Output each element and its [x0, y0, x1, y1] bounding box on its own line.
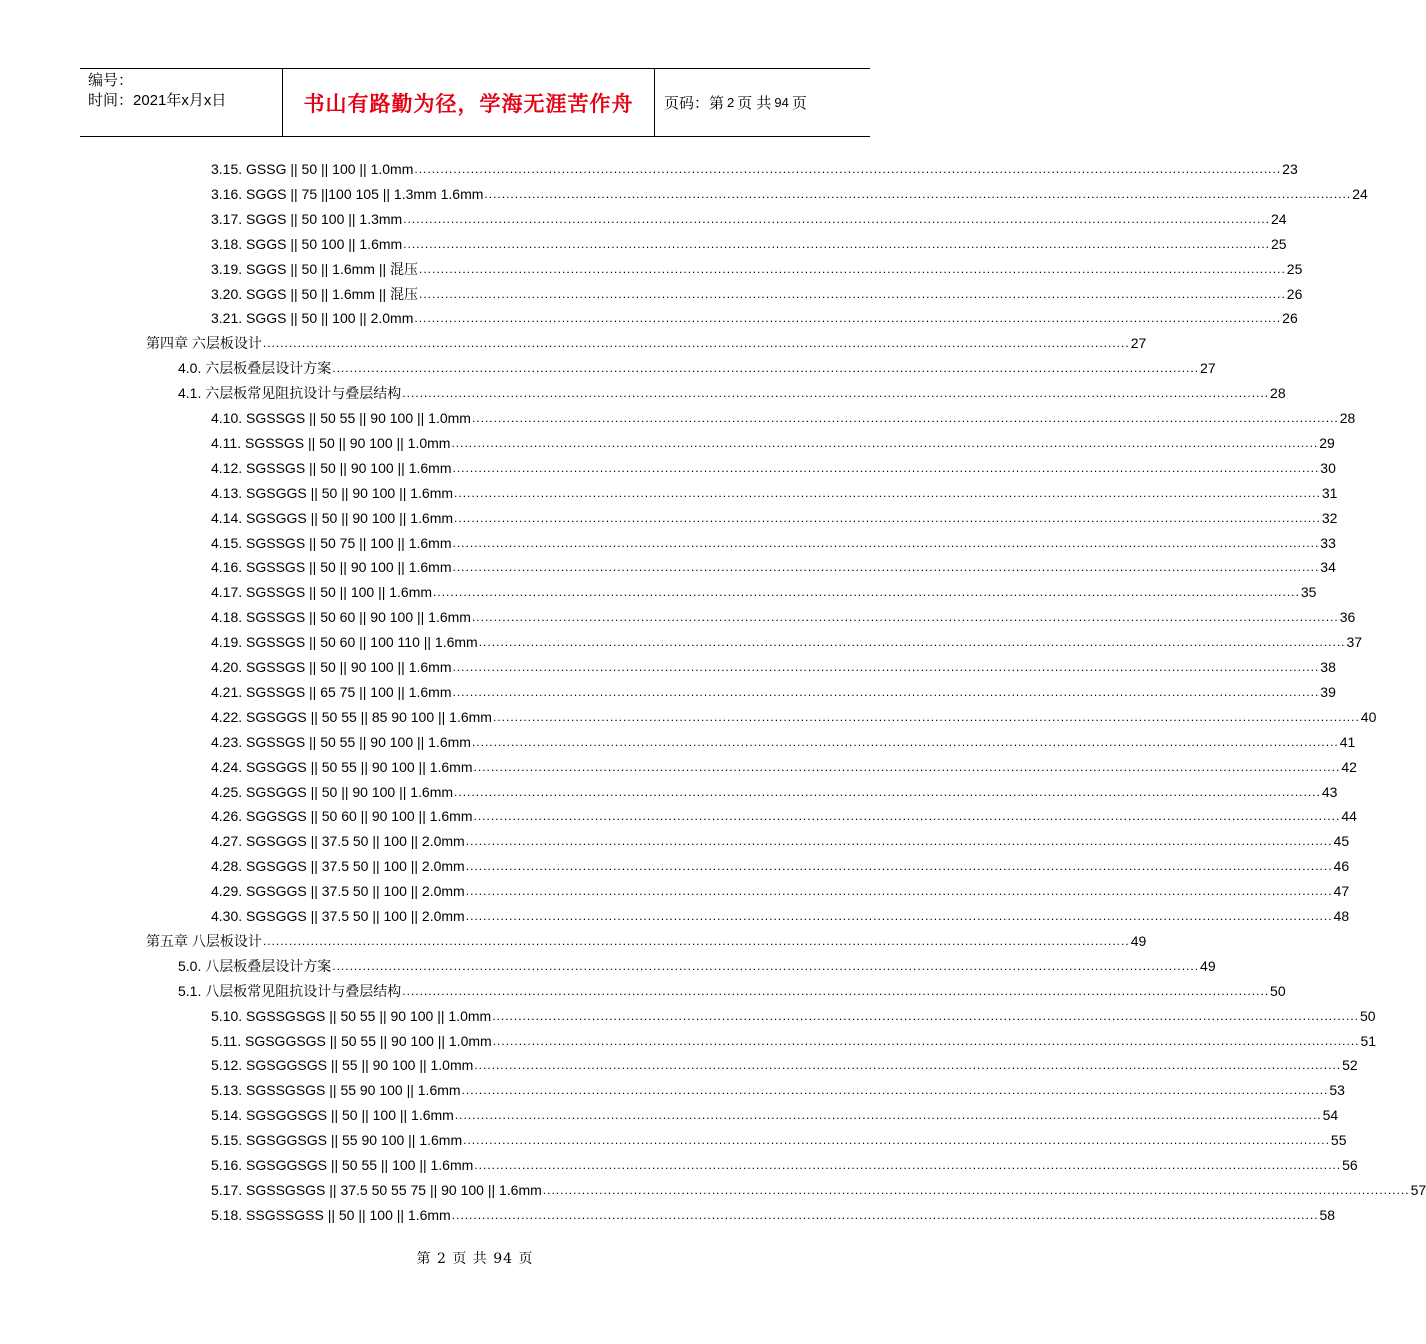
toc-entry[interactable] — [178, 382, 1286, 402]
toc-entry[interactable] — [211, 556, 1336, 576]
header-page-middle: 页 共 — [737, 95, 772, 112]
toc-entry-title: 4.15. SGSSGS || 50 75 || 100 || 1.6mm — [211, 534, 452, 551]
toc-entry-title: 3.19. SGGS || 50 || 1.6mm || 混压 — [211, 260, 418, 277]
toc-entry-page: 49 — [1130, 932, 1147, 949]
toc-entry-page: 38 — [1320, 659, 1336, 675]
toc-entry-page: 53 — [1329, 1082, 1345, 1099]
toc-entry[interactable] — [211, 781, 1338, 801]
toc-entry[interactable] — [211, 1129, 1347, 1149]
toc-entry-title: 3.18. SGGS || 50 100 || 1.6mm — [211, 235, 403, 252]
toc-leader-dots: ........................................................................................................................................................................................................ — [461, 1083, 1329, 1098]
toc-entry[interactable] — [211, 656, 1336, 676]
toc-entry-page: 24 — [1352, 185, 1368, 202]
toc-entry-page: 28 — [1270, 385, 1286, 402]
toc-entry[interactable] — [211, 581, 1317, 601]
toc-entry-title: 5.13. SGSSGSGS || 55 90 100 || 1.6mm — [211, 1082, 461, 1099]
toc-entry-page: 28 — [1339, 410, 1356, 426]
toc-entry-page: 30 — [1320, 459, 1336, 476]
toc-entry-title: 4.1. 六层板常见阻抗设计与叠层结构 — [178, 385, 402, 402]
toc-leader-dots: ........................................................................................................................................................................................................ — [471, 610, 1339, 625]
toc-leader-dots: ........................................................................................................................................................................................................ — [474, 1158, 1342, 1172]
toc-entry[interactable] — [211, 407, 1356, 427]
toc-entry-page: 54 — [1322, 1107, 1339, 1124]
toc-leader-dots: ........................................................................................................................................................................................................ — [473, 809, 1341, 824]
toc-entry-page: 42 — [1341, 758, 1357, 775]
toc-entry-title: 4.24. SGSGGS || 50 55 || 90 100 || 1.6mm — [211, 758, 473, 775]
toc-entry-page: 35 — [1300, 584, 1317, 601]
toc-entry-page: 26 — [1286, 285, 1303, 302]
toc-leader-dots: ........................................................................................................................................................................................................ — [465, 909, 1333, 923]
toc-leader-dots: ........................................................................................................................................................................................................ — [474, 1058, 1342, 1073]
toc-entry-title: 4.23. SGSSGS || 50 55 || 90 100 || 1.6mm — [211, 733, 471, 750]
toc-leader-dots: ........................................................................................................................................................................................................ — [452, 660, 1320, 674]
toc-entry-page: 58 — [1319, 1206, 1336, 1223]
toc-entry-title: 第五章 八层板设计 — [146, 932, 262, 949]
toc-entry-title: 4.25. SGSGGS || 50 || 90 100 || 1.6mm — [211, 783, 454, 800]
toc-leader-dots: ........................................................................................................................................................................................................ — [403, 236, 1270, 251]
toc-entry[interactable] — [211, 183, 1368, 203]
toc-entry-page: 37 — [1346, 634, 1363, 651]
toc-entry-title: 4.0. 六层板叠层设计方案 — [178, 360, 332, 377]
toc-entry[interactable] — [211, 855, 1350, 875]
toc-entry-title: 4.13. SGSGGS || 50 || 90 100 || 1.6mm — [211, 484, 454, 501]
toc-leader-dots: ........................................................................................................................................................................................................ — [419, 261, 1286, 276]
toc-leader-dots: ........................................................................................................................................................................................................ — [262, 933, 1130, 948]
toc-entry-title: 5.12. SGSGGSGS || 55 || 90 100 || 1.0mm — [211, 1057, 474, 1074]
toc-leader-dots: ........................................................................................................................................................................................................ — [484, 186, 1352, 201]
toc-entry[interactable] — [211, 1005, 1376, 1025]
toc-entry[interactable] — [211, 756, 1357, 776]
footer-middle: 页 共 — [452, 1251, 488, 1267]
page-header — [80, 68, 870, 137]
toc-entry[interactable] — [211, 905, 1350, 925]
toc-leader-dots: ........................................................................................................................................................................................................ — [402, 386, 1270, 401]
toc-entry-title: 4.11. SGSSGS || 50 || 90 100 || 1.0mm — [211, 434, 451, 451]
toc-entry[interactable] — [211, 1179, 1426, 1199]
toc-entry[interactable] — [211, 532, 1336, 552]
toc-leader-dots: ........................................................................................................................................................................................................ — [262, 336, 1130, 351]
toc-entry-page: 41 — [1339, 733, 1356, 750]
toc-entry[interactable] — [211, 1079, 1345, 1099]
toc-entry-page: 32 — [1321, 509, 1338, 526]
toc-entry-page: 27 — [1200, 360, 1216, 377]
toc-entry[interactable] — [211, 1104, 1339, 1124]
toc-entry[interactable] — [211, 307, 1298, 327]
toc-entry-page: 23 — [1282, 161, 1298, 177]
toc-entry-title: 5.11. SGSGGSGS || 50 55 || 90 100 || 1.0mm — [211, 1032, 492, 1049]
toc-leader-dots: ........................................................................................................................................................................................................ — [465, 859, 1333, 874]
toc-entry[interactable] — [211, 1154, 1358, 1174]
toc-leader-dots: ........................................................................................................................................................................................................ — [471, 734, 1339, 749]
toc-entry-title: 4.27. SGSGGS || 37.5 50 || 100 || 2.0mm — [211, 833, 465, 850]
toc-entry-page: 57 — [1410, 1181, 1426, 1198]
toc-entry[interactable] — [146, 930, 1147, 950]
toc-leader-dots: ........................................................................................................................................................................................................ — [414, 162, 1282, 176]
toc-entry-page: 51 — [1360, 1032, 1377, 1049]
toc-entry[interactable] — [211, 1204, 1336, 1224]
toc-entry[interactable] — [211, 606, 1356, 626]
toc-leader-dots: ........................................................................................................................................................................................................ — [473, 759, 1341, 774]
toc-entry[interactable] — [211, 681, 1336, 701]
toc-entry-page: 39 — [1320, 683, 1336, 700]
toc-entry-title: 4.30. SGSGGS || 37.5 50 || 100 || 2.0mm — [211, 908, 465, 924]
toc-leader-dots: ........................................................................................................................................................................................................ — [465, 884, 1333, 899]
page-footer — [0, 1248, 950, 1268]
footer-total-pages: 94 — [493, 1251, 514, 1267]
toc-entry-title: 5.14. SGSGGSGS || 50 || 100 || 1.6mm — [211, 1107, 454, 1124]
document-number-label: 编号： — [88, 72, 134, 89]
toc-entry-page: 33 — [1320, 534, 1336, 551]
toc-entry-page: 26 — [1282, 310, 1298, 327]
toc-entry-title: 第四章 六层板设计 — [146, 335, 262, 352]
toc-entry-page: 43 — [1321, 783, 1338, 800]
toc-entry[interactable] — [211, 457, 1336, 477]
toc-entry-page: 29 — [1319, 434, 1335, 451]
toc-entry-title: 5.15. SGSGGSGS || 55 90 100 || 1.6mm — [211, 1132, 463, 1149]
toc-entry[interactable] — [211, 507, 1338, 527]
header-page-total: 94 — [774, 95, 789, 110]
toc-entry-page: 25 — [1286, 260, 1303, 277]
toc-leader-dots: ........................................................................................................................................................................................................ — [452, 560, 1320, 575]
toc-entry-page: 27 — [1130, 335, 1147, 352]
toc-leader-dots: ........................................................................................................................................................................................................ — [433, 585, 1300, 600]
toc-entry-page: 50 — [1270, 982, 1286, 999]
toc-entry-page: 24 — [1271, 210, 1287, 227]
toc-entry[interactable] — [146, 332, 1147, 352]
toc-entry-title: 4.28. SGSGGS || 37.5 50 || 100 || 2.0mm — [211, 858, 465, 875]
toc-leader-dots: ........................................................................................................................................................................................................ — [414, 311, 1282, 326]
toc-leader-dots: ........................................................................................................................................................................................................ — [452, 535, 1320, 550]
toc-entry[interactable] — [211, 880, 1350, 900]
toc-leader-dots: ........................................................................................................................................................................................................ — [332, 958, 1200, 973]
toc-entry[interactable] — [211, 283, 1303, 303]
header-page-suffix: 页 — [791, 95, 807, 112]
toc-entry-page: 36 — [1339, 609, 1356, 626]
toc-entry-page: 56 — [1342, 1157, 1358, 1173]
toc-entry[interactable] — [178, 357, 1216, 377]
toc-leader-dots: ........................................................................................................................................................................................................ — [454, 485, 1321, 500]
toc-leader-dots: ........................................................................................................................................................................................................ — [332, 361, 1200, 376]
toc-entry-title: 4.22. SGSGGS || 50 55 || 85 90 100 || 1.6mm — [211, 708, 492, 725]
document-date: 时间：2021年x月x日 — [88, 92, 227, 109]
toc-entry-title: 4.29. SGSGGS || 37.5 50 || 100 || 2.0mm — [211, 883, 465, 900]
toc-entry-title: 4.18. SGSSGS || 50 60 || 90 100 || 1.6mm — [211, 609, 471, 626]
toc-entry-title: 5.1. 八层板常见阻抗设计与叠层结构 — [178, 982, 402, 999]
toc-entry-page: 34 — [1320, 559, 1336, 576]
toc-entry-title: 3.15. GSSG || 50 || 100 || 1.0mm — [211, 161, 414, 177]
toc-entry-page: 46 — [1333, 858, 1350, 875]
toc-leader-dots: ........................................................................................................................................................................................................ — [454, 1108, 1322, 1123]
toc-leader-dots: ........................................................................................................................................................................................................ — [463, 1133, 1330, 1148]
toc-leader-dots: ........................................................................................................................................................................................................ — [419, 286, 1286, 301]
toc-entry-title: 4.16. SGSSGS || 50 || 90 100 || 1.6mm — [211, 559, 452, 576]
toc-entry-page: 49 — [1200, 957, 1216, 974]
toc-leader-dots: ........................................................................................................................................................................................................ — [492, 1008, 1359, 1023]
toc-entry-title: 4.26. SGGSGS || 50 60 || 90 100 || 1.6mm — [211, 808, 473, 825]
toc-entry[interactable] — [211, 631, 1363, 651]
header-info — [80, 69, 282, 136]
toc-leader-dots: ........................................................................................................................................................................................................ — [478, 635, 1346, 650]
footer-prefix: 第 — [416, 1251, 432, 1267]
toc-entry[interactable] — [211, 158, 1298, 178]
toc-leader-dots: ........................................................................................................................................................................................................ — [492, 1033, 1360, 1048]
toc-leader-dots: ........................................................................................................................................................................................................ — [402, 983, 1270, 998]
toc-leader-dots: ........................................................................................................................................................................................................ — [454, 510, 1321, 525]
header-motto: 书山有路勤为径，学海无涯苦作舟 — [282, 69, 655, 136]
toc-entry[interactable] — [211, 432, 1335, 452]
toc-entry[interactable] — [211, 1054, 1358, 1074]
toc-entry-title: 4.12. SGSSGS || 50 || 90 100 || 1.6mm — [211, 459, 452, 476]
toc-entry-page: 45 — [1333, 833, 1350, 850]
toc-entry-page: 52 — [1342, 1057, 1358, 1074]
toc-entry-page: 48 — [1333, 908, 1350, 924]
toc-leader-dots: ........................................................................................................................................................................................................ — [452, 684, 1320, 699]
toc-entry[interactable] — [211, 208, 1287, 228]
toc-entry-title: 3.21. SGGS || 50 || 100 || 2.0mm — [211, 310, 414, 327]
footer-current-page: 2 — [436, 1251, 447, 1267]
toc-entry[interactable] — [211, 233, 1287, 253]
toc-entry-page: 50 — [1359, 1007, 1376, 1024]
header-page-current: 2 — [727, 95, 735, 110]
toc-leader-dots: ........................................................................................................................................................................................................ — [454, 784, 1321, 799]
toc-leader-dots: ........................................................................................................................................................................................................ — [452, 460, 1320, 475]
toc-entry-title: 5.17. SGSSGSGS || 37.5 50 55 75 || 90 100 || 1.6mm — [211, 1181, 542, 1198]
toc-entry[interactable] — [211, 731, 1356, 751]
toc-entry-title: 3.16. SGGS || 75 ||100 105 || 1.3mm 1.6mm — [211, 185, 484, 202]
toc-entry-page: 31 — [1321, 484, 1338, 501]
toc-entry-title: 3.20. SGGS || 50 || 1.6mm || 混压 — [211, 285, 418, 302]
toc-entry-title: 5.18. SSGSSGSS || 50 || 100 || 1.6mm — [211, 1206, 451, 1223]
toc-entry[interactable] — [211, 258, 1303, 278]
toc-entry[interactable] — [178, 955, 1216, 975]
toc-entry-title: 3.17. SGGS || 50 100 || 1.3mm — [211, 210, 403, 227]
toc-leader-dots: ........................................................................................................................................................................................................ — [403, 211, 1270, 226]
toc-entry[interactable] — [211, 482, 1338, 502]
toc-entry-title: 4.17. SGSSGS || 50 || 100 || 1.6mm — [211, 584, 433, 601]
toc-entry[interactable] — [211, 805, 1357, 825]
toc-leader-dots: ........................................................................................................................................................................................................ — [451, 1207, 1319, 1222]
toc-entry-page: 25 — [1271, 235, 1287, 252]
toc-leader-dots: ........................................................................................................................................................................................................ — [542, 1182, 1410, 1197]
toc-entry-page: 44 — [1341, 808, 1357, 825]
toc-entry-title: 4.14. SGSGGS || 50 || 90 100 || 1.6mm — [211, 509, 454, 526]
toc-entry-title: 5.0. 八层板叠层设计方案 — [178, 957, 332, 974]
toc-entry[interactable] — [211, 830, 1350, 850]
toc-leader-dots: ........................................................................................................................................................................................................ — [451, 435, 1319, 450]
toc-entry-title: 5.16. SGSGGSGS || 50 55 || 100 || 1.6mm — [211, 1157, 474, 1173]
header-page-prefix: 页码：第 — [664, 95, 725, 112]
toc-entry-page: 40 — [1360, 708, 1377, 725]
footer-suffix: 页 — [518, 1251, 534, 1267]
header-page-indicator — [655, 69, 870, 136]
toc-leader-dots: ........................................................................................................................................................................................................ — [492, 709, 1360, 724]
toc-entry-page: 55 — [1330, 1132, 1347, 1149]
toc-entry[interactable] — [211, 1030, 1377, 1050]
toc-entry-title: 4.10. SGSSGS || 50 55 || 90 100 || 1.0mm — [211, 410, 471, 426]
toc-entry-title: 5.10. SGSSGSGS || 50 55 || 90 100 || 1.0mm — [211, 1007, 492, 1024]
toc-leader-dots: ........................................................................................................................................................................................................ — [471, 411, 1339, 425]
toc-entry[interactable] — [211, 706, 1377, 726]
toc-leader-dots: ........................................................................................................................................................................................................ — [465, 834, 1333, 849]
toc-entry[interactable] — [178, 980, 1286, 1000]
toc-entry-title: 4.21. SGSSGS || 65 75 || 100 || 1.6mm — [211, 683, 452, 700]
toc-entry-title: 4.20. SGSSGS || 50 || 90 100 || 1.6mm — [211, 659, 452, 675]
toc-entry-title: 4.19. SGSSGS || 50 60 || 100 110 || 1.6mm — [211, 634, 478, 651]
toc-entry-page: 47 — [1333, 883, 1350, 900]
